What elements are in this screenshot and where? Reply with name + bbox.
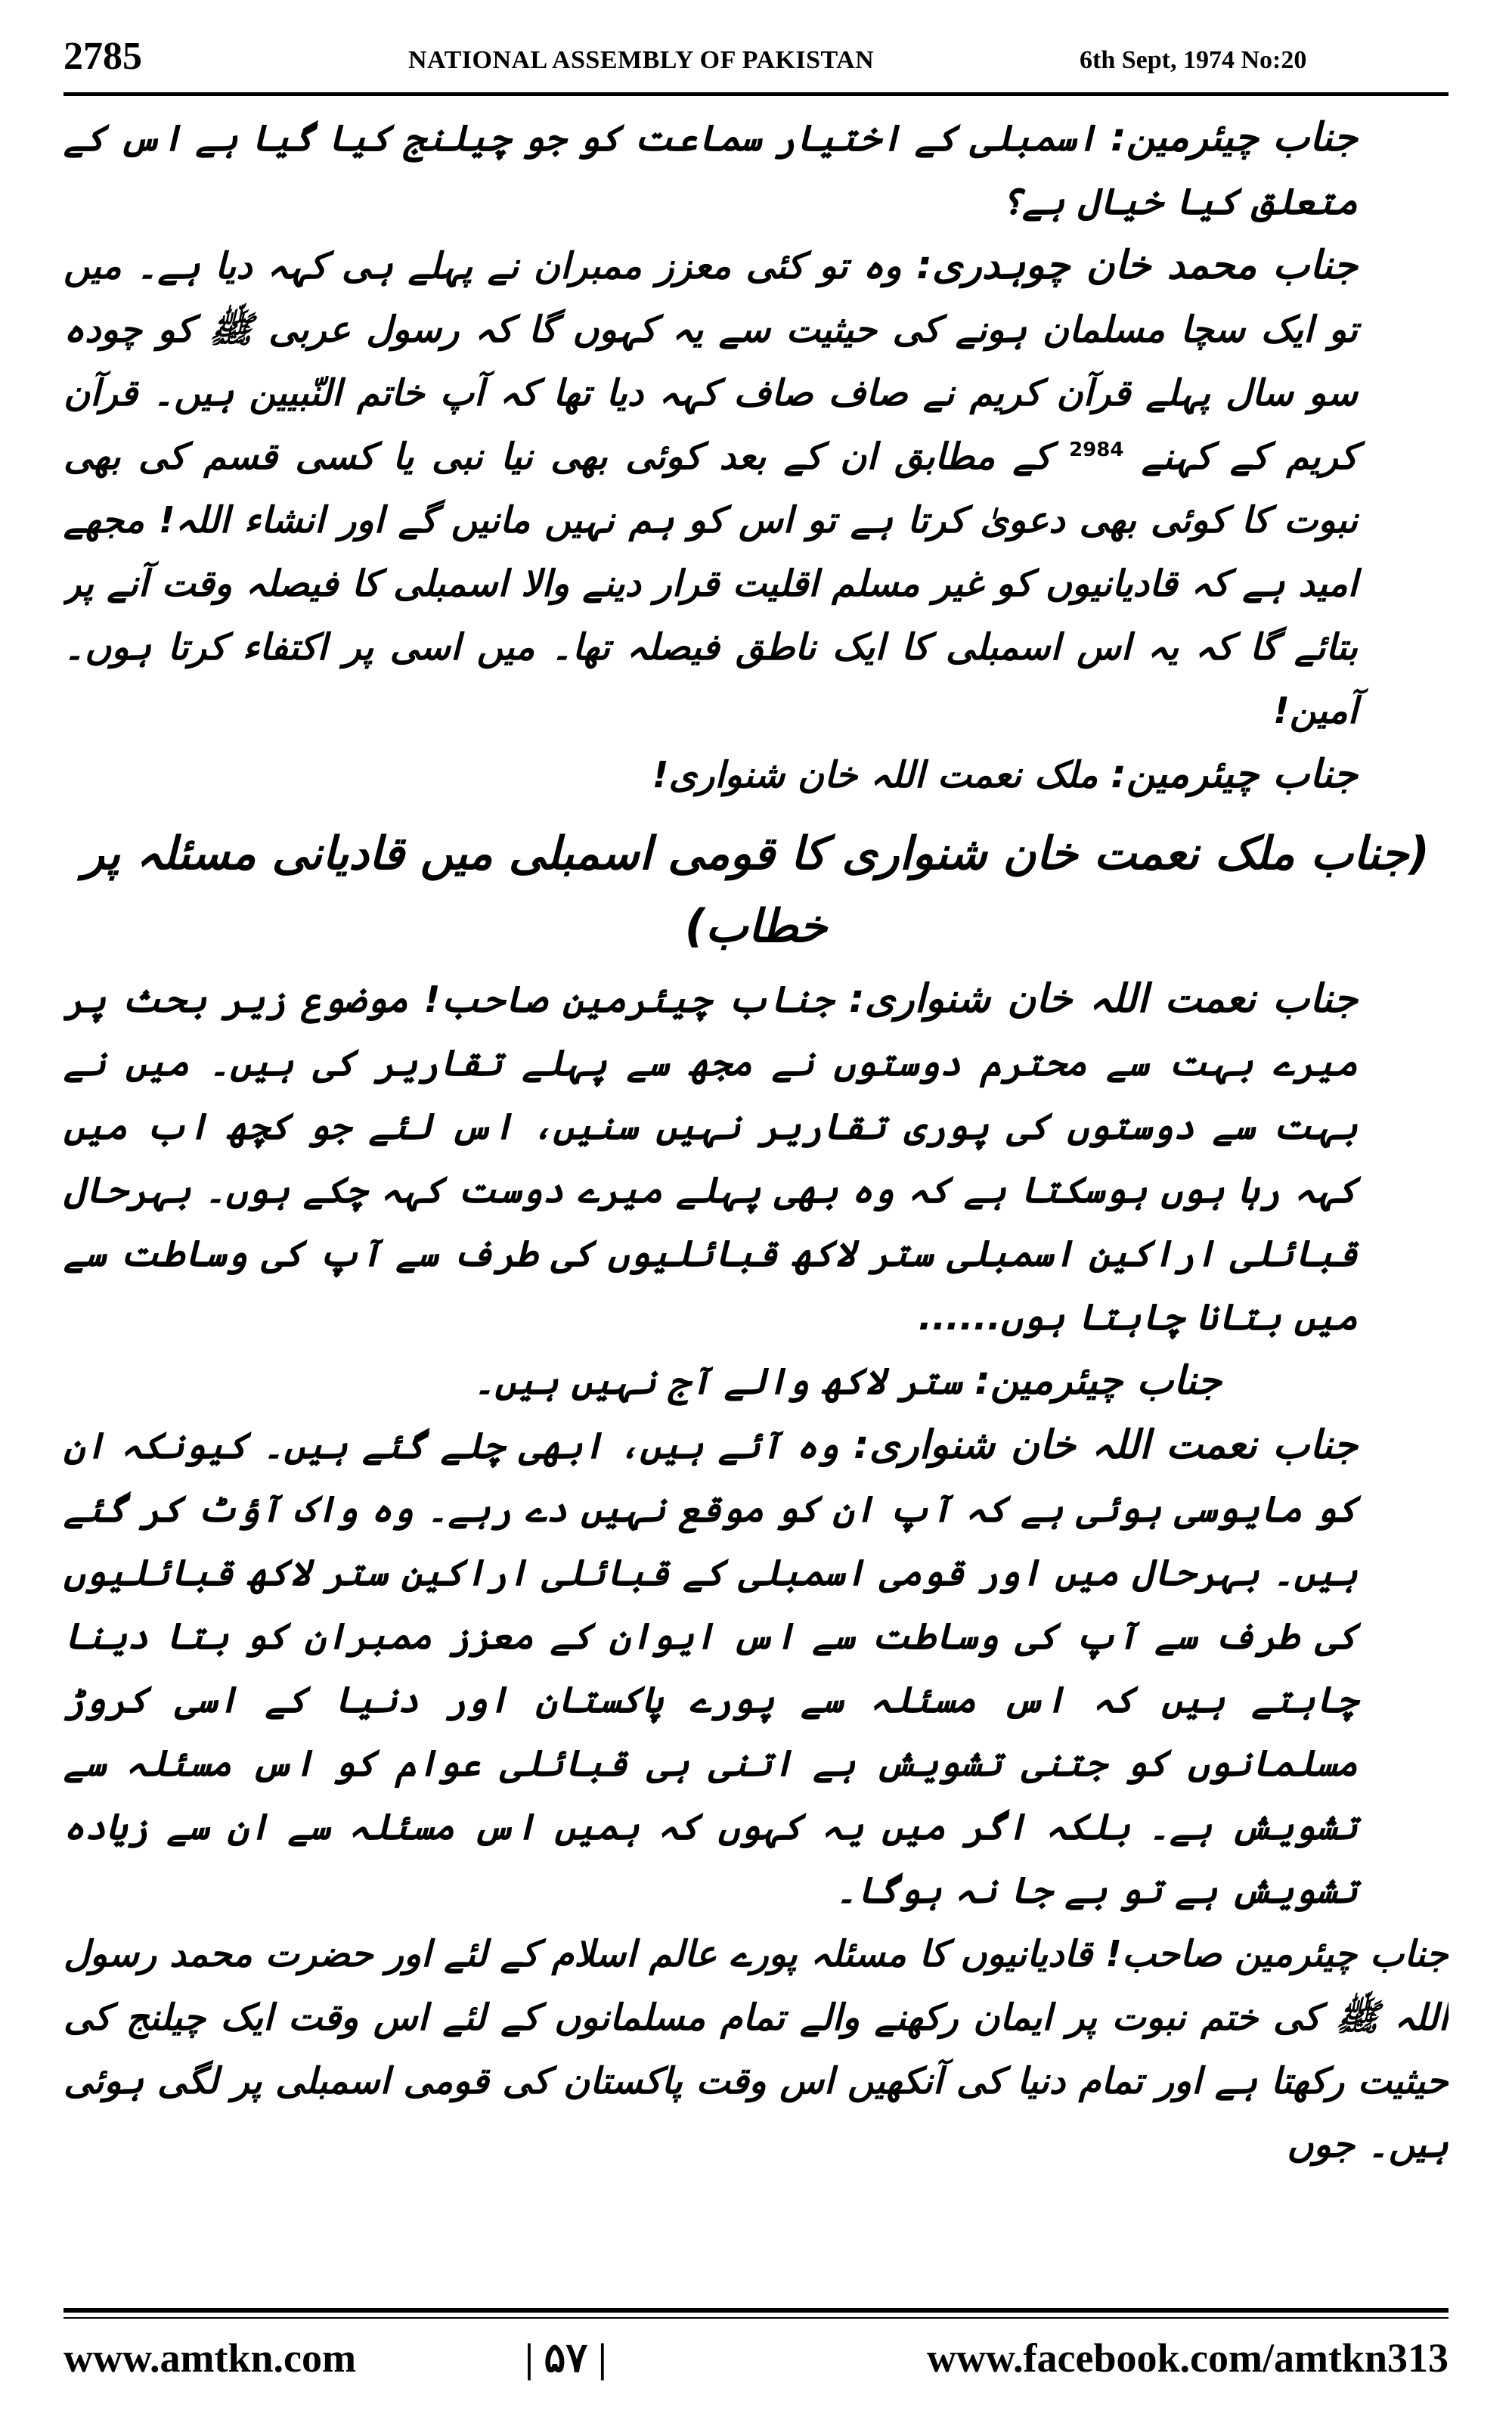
speech-text: ملک نعمت اللہ خان شنواری! <box>652 754 1098 796</box>
speaker-name: جناب نعمت اللہ خان شنواری: <box>853 1423 1359 1468</box>
page-header <box>64 30 1448 83</box>
paragraph-shinwari-2 <box>64 1413 1448 1922</box>
facebook-link[interactable]: www.facebook.com/amtkn313 <box>927 2335 1448 2381</box>
paragraph-chairman-3 <box>64 1349 1448 1413</box>
speaker-name: جناب چیئرمین: <box>1111 752 1358 797</box>
paragraph-shinwari-3 <box>64 1922 1448 2176</box>
paragraph-chaudhry <box>64 234 1448 743</box>
footer-divider-thin <box>64 2317 1448 2319</box>
speaker-name: جناب محمد خان چوہدری: <box>916 243 1358 288</box>
folio-number: | ۵۷ | <box>525 2335 607 2381</box>
page-footer <box>64 2328 1448 2388</box>
speech-text: جناب چیئرمین صاحب! قادیانیوں کا مسئلہ پورے عالم اسلام کے لئے اور حضرت محمد رسول اللہ ﷺ کی ختم نبوت پر ایمان رکھنے والے تمام مسلمانوں کے لئے اس وقت ایک چیلنج کی حیثیت رکھتا ہے اور تمام دنیا کی آنکھیں اس وقت پاکستان کی قومی اسمبلی پر لگی ہوئی ہیں۔ جوں <box>64 1933 1448 2166</box>
speech-text: وہ تو کئی معزز ممبران نے پہلے ہی کہہ دیا ہے۔ میں تو ایک سچا مسلمان ہونے کی حیثیت سے یہ کہوں گا کہ رسول عربی ﷺ کو چودہ سو سال پہلے قرآن کریم نے صاف صاف کہہ دیا تھا کہ آپ خاتم النّبیین ہیں۔ قرآن کریم کے کہنے <box>64 245 1359 478</box>
paragraph-shinwari-1 <box>64 967 1448 1349</box>
speaker-name: جناب چیئرمین: <box>974 1358 1222 1404</box>
paragraph-chairman-1 <box>64 106 1448 234</box>
speech-text: ستر لاکھ والے آج نہیں ہیں۔ <box>473 1360 962 1403</box>
header-divider <box>64 92 1448 96</box>
footnote-marker: 2984 <box>1069 439 1124 461</box>
running-title: NATIONAL ASSEMBLY OF PAKISTAN <box>408 46 875 74</box>
section-title: (جناب ملک نعمت خان شنواری کا قومی اسمبلی میں قادیانی مسئلہ پر خطاب) <box>82 827 1430 953</box>
paragraph-chairman-2 <box>64 743 1448 807</box>
speaker-name: جناب چیئرمین: <box>1110 115 1358 160</box>
website-link[interactable]: www.amtkn.com <box>64 2335 356 2381</box>
speech-text: وہ آئے ہیں، ابھی چلے گئے ہیں۔ کیونکہ ان کو مایوسی ہوئی ہے کہ آپ ان کو موقع نہیں دے رہے۔ وہ واک آؤٹ کر گئے ہیں۔ بہرحال میں اور قومی اسمبلی کے قبائلی اراکین ستر لاکھ قبائلیوں کی طرف سے آپ کی وساطت سے اس ایوان کے معزز ممبران کو بتا دینا چاہتے ہیں کہ اس مسئلہ سے پورے پاکستان اور دنیا کے اسی کروڑ مسلمانوں کو جتنی تشویش ہے اتنی ہی قبائلی عوام کو اس مسئلہ سے تشویش ہے۔ بلکہ اگر میں یہ کہوں کہ ہمیں اس مسئلہ سے ان سے زیادہ تشویش ہے تو بے جا نہ ہوگا۔ <box>64 1425 1358 1912</box>
speaker-name: جناب نعمت اللہ خان شنواری: <box>848 976 1359 1022</box>
footer-divider-thick <box>64 2308 1448 2313</box>
page-number: 2785 <box>64 35 142 78</box>
session-date: 6th Sept, 1974 No:20 <box>1080 46 1307 74</box>
speech-text: اسمبلی کے اختیار سماعت کو جو چیلنج کیا گیا ہے اس کے متعلق کیا خیال ہے؟ <box>64 117 1358 223</box>
page-body <box>64 106 1448 2269</box>
speech-text: جناب چیئرمین صاحب! موضوع زیر بحث پر میرے بہت سے محترم دوستوں نے مجھ سے پہلے تقاریر کی ہیں۔ میں نے بہت سے دوستوں کی پوری تقاریر نہیں سنیں، اس لئے جو کچھ اب میں کہہ رہا ہوں ہوسکتا ہے کہ وہ بھی پہلے میرے دوست کہہ چکے ہوں۔ بہرحال قبائلی اراکین اسمبلی ستر لاکھ قبائلیوں کی طرف سے آپ کی وساطت سے میں بتانا چاہتا ہوں...... <box>64 979 1358 1339</box>
speech-text-continued: کے مطابق ان کے بعد کوئی بھی نیا نبی یا کسی قسم کی بھی نبوت کا کوئی بھی دعویٰ کرتا ہے تو اس کو ہم نہیں مانیں گے اور انشاء اللہ! مجھے امید ہے کہ قادیانیوں کو غیر مسلم اقلیت قرار دینے والا اسمبلی کا فیصلہ وقت آنے پر بتائے گا کہ یہ اس اسمبلی کا ایک ناطق فیصلہ تھا۔ میں اسی پر اکتفاء کرتا ہوں۔ آمین! <box>64 436 1358 732</box>
